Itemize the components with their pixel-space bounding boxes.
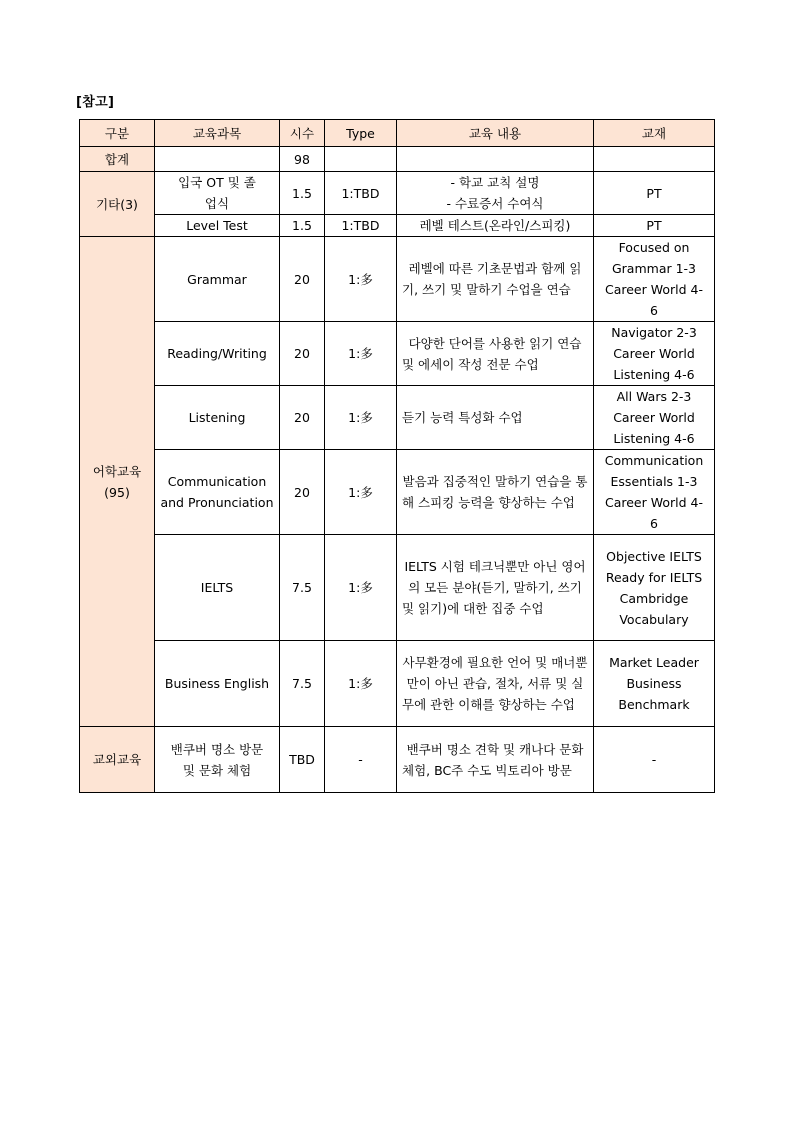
textbook-cell: PT <box>594 172 715 215</box>
table-row <box>80 727 715 793</box>
course-cell: 밴쿠버 명소 방문 및 문화 체험 <box>155 727 280 793</box>
table-row <box>80 215 715 237</box>
textbook-cell: Objective IELTS Ready for IELTS Cambridge Vocabulary <box>594 535 715 641</box>
header-textbook: 교재 <box>594 120 715 147</box>
hours-cell: 1.5 <box>280 172 325 215</box>
category-etc: 기타(3) <box>80 172 155 237</box>
total-hours: 98 <box>280 147 325 172</box>
hours-cell: 20 <box>280 322 325 386</box>
course-cell: Reading/Writing <box>155 322 280 386</box>
content-cell: 레벨 테스트(온라인/스피킹) <box>397 215 594 237</box>
table-row <box>80 172 715 215</box>
content-cell: 듣기 능력 특성화 수업 <box>397 386 594 450</box>
table-row <box>80 322 715 386</box>
type-cell: 1:多 <box>325 535 397 641</box>
type-cell: - <box>325 727 397 793</box>
textbook-cell: Focused on Grammar 1-3 Career World 4-6 <box>594 237 715 322</box>
type-cell: 1:多 <box>325 641 397 727</box>
content-cell: 사무환경에 필요한 언어 및 매너뿐만이 아닌 관습, 절차, 서류 및 실무에 관한 이해를 향상하는 수업 <box>397 641 594 727</box>
course-cell: Business English <box>155 641 280 727</box>
total-row <box>80 147 715 172</box>
course-cell: Grammar <box>155 237 280 322</box>
textbook-cell: Market Leader Business Benchmark <box>594 641 715 727</box>
hours-cell: TBD <box>280 727 325 793</box>
textbook-cell: - <box>594 727 715 793</box>
total-textbook <box>594 147 715 172</box>
category-language-hours: (95) <box>104 484 130 500</box>
course-cell: 입국 OT 및 졸업식 <box>155 172 280 215</box>
type-cell: 1:TBD <box>325 215 397 237</box>
category-outside: 교외교육 <box>80 727 155 793</box>
header-category: 구분 <box>80 120 155 147</box>
type-cell: 1:多 <box>325 322 397 386</box>
content-cell: 레벨에 따른 기초문법과 함께 읽기, 쓰기 및 말하기 수업을 연습 <box>397 237 594 322</box>
content-cell: 밴쿠버 명소 견학 및 캐나다 문화 체험, BC주 수도 빅토리아 방문 <box>397 727 594 793</box>
type-cell: 1:多 <box>325 386 397 450</box>
total-content <box>397 147 594 172</box>
table-row <box>80 237 715 322</box>
hours-cell: 7.5 <box>280 535 325 641</box>
total-type <box>325 147 397 172</box>
content-line: - 수료증서 수여식 <box>446 196 544 211</box>
table-row <box>80 535 715 641</box>
header-type: Type <box>325 120 397 147</box>
total-course <box>155 147 280 172</box>
course-cell: Communication and Pronunciation <box>155 450 280 535</box>
hours-cell: 7.5 <box>280 641 325 727</box>
table-row <box>80 450 715 535</box>
content-cell: 발음과 집중적인 말하기 연습을 통해 스피킹 능력을 향상하는 수업 <box>397 450 594 535</box>
header-hours: 시수 <box>280 120 325 147</box>
course-cell: Listening <box>155 386 280 450</box>
header-course: 교육과목 <box>155 120 280 147</box>
content-cell: 다양한 단어를 사용한 읽기 연습 및 에세이 작성 전문 수업 <box>397 322 594 386</box>
textbook-cell: All Wars 2-3 Career World Listening 4-6 <box>594 386 715 450</box>
type-cell: 1:多 <box>325 450 397 535</box>
table-row <box>80 386 715 450</box>
content-cell <box>397 172 594 215</box>
hours-cell: 20 <box>280 237 325 322</box>
type-cell: 1:TBD <box>325 172 397 215</box>
curriculum-table <box>79 119 715 793</box>
textbook-cell: PT <box>594 215 715 237</box>
category-language-label: 어학교육 <box>92 463 142 479</box>
category-language <box>80 237 155 727</box>
header-content: 교육 내용 <box>397 120 594 147</box>
course-cell: Level Test <box>155 215 280 237</box>
course-cell: IELTS <box>155 535 280 641</box>
textbook-cell: Navigator 2-3 Career World Listening 4-6 <box>594 322 715 386</box>
type-cell: 1:多 <box>325 237 397 322</box>
header-row <box>80 120 715 147</box>
hours-cell: 20 <box>280 450 325 535</box>
table-row <box>80 641 715 727</box>
textbook-cell: Communication Essentials 1-3 Career World 4-6 <box>594 450 715 535</box>
total-label: 합계 <box>80 147 155 172</box>
hours-cell: 20 <box>280 386 325 450</box>
content-cell: IELTS 시험 테크닉뿐만 아닌 영어의 모든 분야(듣기, 말하기, 쓰기 및 읽기)에 대한 집중 수업 <box>397 535 594 641</box>
hours-cell: 1.5 <box>280 215 325 237</box>
reference-title: [참고] <box>76 95 115 110</box>
content-line: - 학교 교칙 설명 <box>450 175 540 190</box>
